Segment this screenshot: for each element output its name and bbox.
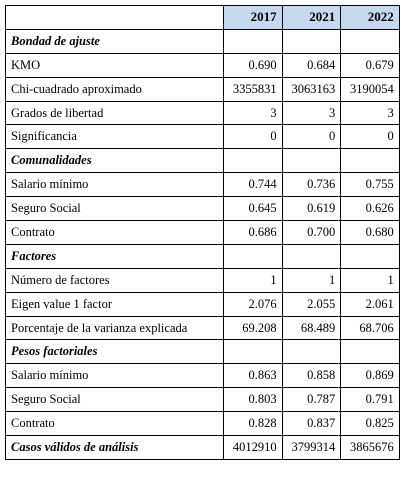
value-cell: 0.690 (224, 53, 283, 77)
value-cell: 0.803 (224, 388, 283, 412)
value-cell: 69.208 (224, 316, 283, 340)
value-cell: 0.837 (282, 412, 341, 436)
value-cell: 1 (341, 268, 400, 292)
value-cell: 0.626 (341, 197, 400, 221)
empty-cell (224, 149, 283, 173)
total-row (6, 436, 400, 460)
row-label: Seguro Social (6, 388, 224, 412)
value-cell: 3 (341, 101, 400, 125)
value-cell: 0.744 (224, 173, 283, 197)
value-cell: 0.736 (282, 173, 341, 197)
row-label: Contrato (6, 412, 224, 436)
value-cell: 3 (282, 101, 341, 125)
total-label: Casos válidos de análisis (6, 436, 224, 460)
value-cell: 1 (224, 268, 283, 292)
table-row (6, 173, 400, 197)
value-cell: 3355831 (224, 77, 283, 101)
value-cell: 0.645 (224, 197, 283, 221)
empty-cell (341, 340, 400, 364)
factor-analysis-table (5, 5, 400, 460)
value-cell: 0 (282, 125, 341, 149)
value-cell: 2.076 (224, 292, 283, 316)
empty-cell (341, 149, 400, 173)
section-row (6, 244, 400, 268)
section-title: Factores (6, 244, 224, 268)
value-cell: 3190054 (341, 77, 400, 101)
section-title: Bondad de ajuste (6, 29, 224, 53)
table-row (6, 316, 400, 340)
value-cell: 0.787 (282, 388, 341, 412)
value-cell: 0.791 (341, 388, 400, 412)
section-title: Pesos factoriales (6, 340, 224, 364)
value-cell: 0.684 (282, 53, 341, 77)
empty-cell (282, 29, 341, 53)
value-cell: 0 (224, 125, 283, 149)
empty-cell (341, 244, 400, 268)
table-row (6, 125, 400, 149)
value-cell: 0.755 (341, 173, 400, 197)
section-row (6, 149, 400, 173)
row-label: Salario mínimo (6, 173, 224, 197)
row-label: Porcentaje de la varianza explicada (6, 316, 224, 340)
row-label: Contrato (6, 221, 224, 245)
empty-cell (224, 340, 283, 364)
table-row (6, 364, 400, 388)
table-row (6, 53, 400, 77)
value-cell: 4012910 (224, 436, 283, 460)
value-cell: 3 (224, 101, 283, 125)
value-cell: 0.686 (224, 221, 283, 245)
table-row (6, 197, 400, 221)
row-label: Significancia (6, 125, 224, 149)
year-header: 2022 (341, 6, 400, 30)
value-cell: 0.828 (224, 412, 283, 436)
header-corner-cell (6, 6, 224, 30)
table-row (6, 268, 400, 292)
empty-cell (282, 244, 341, 268)
table-row (6, 77, 400, 101)
value-cell: 0.825 (341, 412, 400, 436)
row-label: Salario mínimo (6, 364, 224, 388)
section-row (6, 340, 400, 364)
value-cell: 1 (282, 268, 341, 292)
row-label: Eigen value 1 factor (6, 292, 224, 316)
row-label: Chi-cuadrado aproximado (6, 77, 224, 101)
section-title: Comunalidades (6, 149, 224, 173)
row-label: Seguro Social (6, 197, 224, 221)
year-header: 2021 (282, 6, 341, 30)
value-cell: 0.869 (341, 364, 400, 388)
row-label: Número de factores (6, 268, 224, 292)
value-cell: 0.863 (224, 364, 283, 388)
value-cell: 0 (341, 125, 400, 149)
empty-cell (341, 29, 400, 53)
value-cell: 3865676 (341, 436, 400, 460)
table-row (6, 412, 400, 436)
value-cell: 0.619 (282, 197, 341, 221)
value-cell: 0.679 (341, 53, 400, 77)
value-cell: 0.700 (282, 221, 341, 245)
empty-cell (224, 244, 283, 268)
empty-cell (224, 29, 283, 53)
value-cell: 0.858 (282, 364, 341, 388)
table-row (6, 221, 400, 245)
table-row (6, 388, 400, 412)
value-cell: 0.680 (341, 221, 400, 245)
row-label: KMO (6, 53, 224, 77)
row-label: Grados de libertad (6, 101, 224, 125)
empty-cell (282, 340, 341, 364)
year-header: 2017 (224, 6, 283, 30)
empty-cell (282, 149, 341, 173)
value-cell: 68.706 (341, 316, 400, 340)
value-cell: 2.055 (282, 292, 341, 316)
value-cell: 3063163 (282, 77, 341, 101)
year-header-row (6, 6, 400, 30)
section-row (6, 29, 400, 53)
table-row (6, 101, 400, 125)
value-cell: 3799314 (282, 436, 341, 460)
value-cell: 68.489 (282, 316, 341, 340)
value-cell: 2.061 (341, 292, 400, 316)
table-row (6, 292, 400, 316)
